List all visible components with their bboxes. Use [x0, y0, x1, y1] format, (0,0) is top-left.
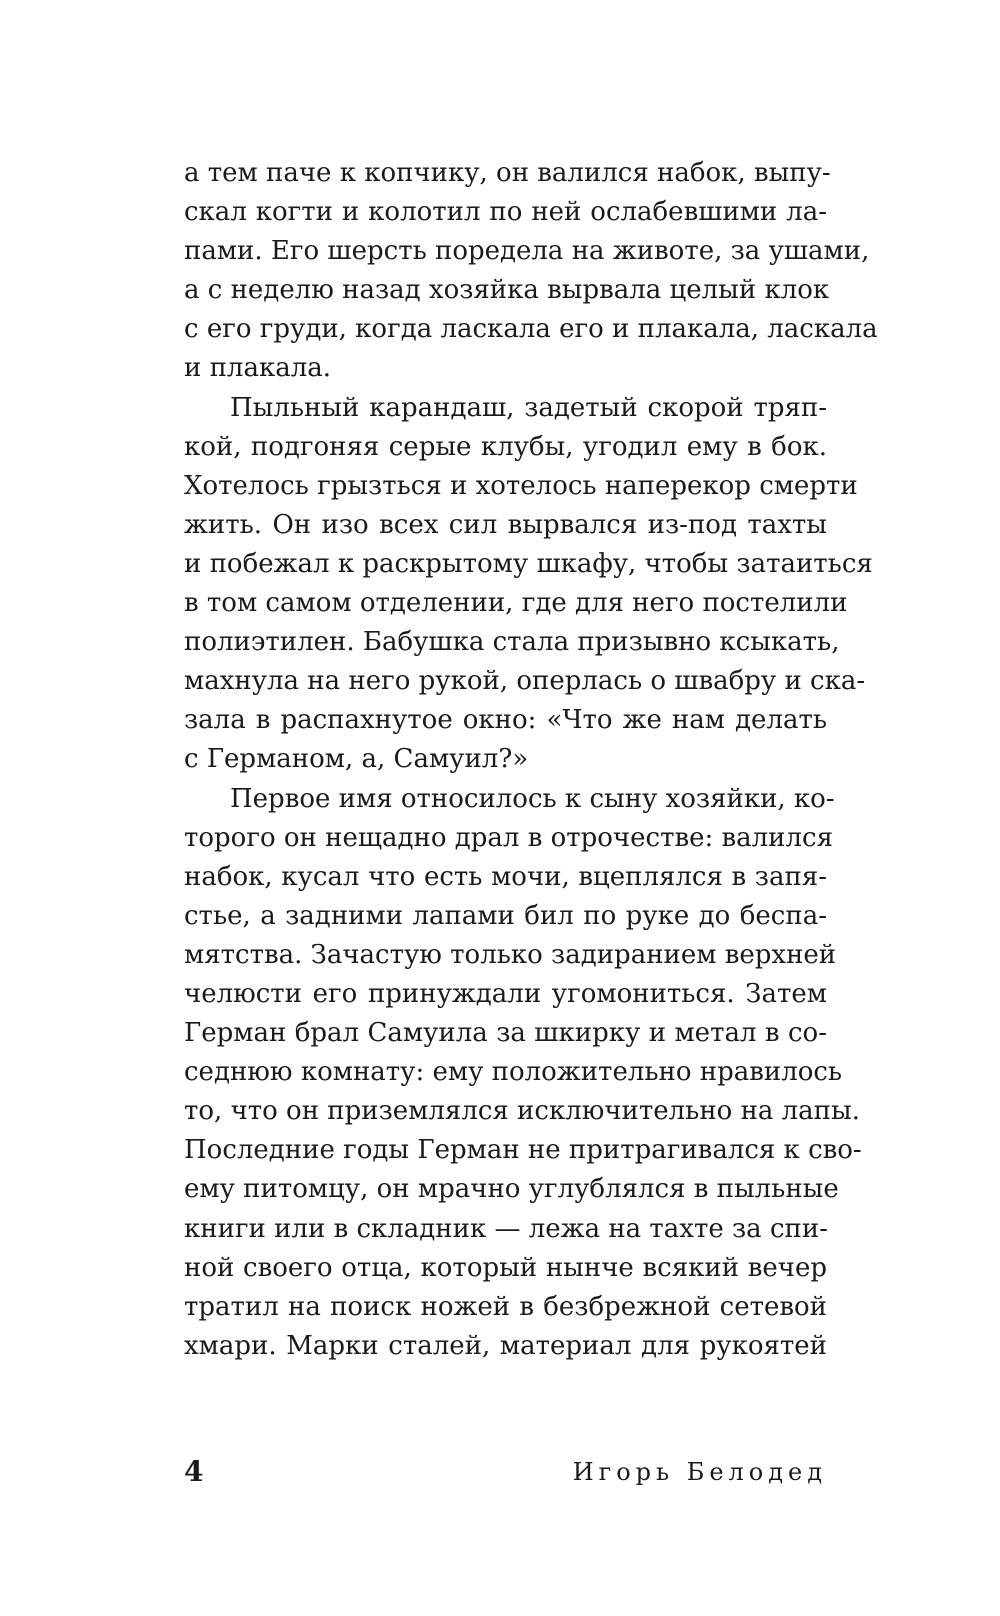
text-line: хмари. Марки сталей, материал для рукоятей	[184, 1330, 827, 1361]
text-line: ему питомцу, он мрачно углублялся в пыльные	[184, 1174, 839, 1205]
text-line: набок, кусал что есть мочи, вцеплялся в запя-	[184, 861, 827, 892]
text-line: челюсти его принуждали угомониться. Затем	[184, 978, 827, 1009]
text-line: Первое имя относилось к сыну хозяйки, ко-	[230, 783, 835, 814]
text-line: ной своего отца, который нынче всякий вечер	[184, 1252, 827, 1283]
text-line: то, что он приземлялся исключительно на лапы.	[184, 1096, 860, 1127]
text-line: пами. Его шерсть поредела на животе, за ушами,	[184, 236, 870, 267]
text-line: полиэтилен. Бабушка стала призывно ксыкать,	[184, 627, 840, 658]
text-line: кой, подгоняя серые клубы, угодил ему в бок.	[184, 431, 827, 462]
text-line: Пыльный карандаш, задетый скорой тряп-	[230, 392, 827, 423]
text-line: и побежал к раскрытому шкафу, чтобы затаиться	[184, 548, 873, 579]
text-line: скал когти и колотил по ней ослабевшими ла-	[184, 197, 827, 228]
text-line: жить. Он изо всех сил вырвался из-под тахты	[184, 509, 827, 540]
text-line: тратил на поиск ножей в безбрежной сетевой	[184, 1291, 827, 1322]
text-line: стье, а задними лапами бил по руке до беспа-	[184, 900, 827, 931]
body-text	[184, 154, 878, 1366]
page-number: 4	[184, 1455, 204, 1488]
page-footer	[184, 1452, 827, 1492]
text-line: махнула на него рукой, оперлась о швабру и ска-	[184, 666, 866, 697]
text-line: в том самом отделении, где для него постелили	[184, 588, 848, 619]
text-line: торого он нещадно драл в отрочестве: валился	[184, 822, 833, 853]
text-line: зала в распахнутое окно: «Что же нам делать	[184, 705, 827, 736]
text-line: с его груди, когда ласкала его и плакала, ласкала	[184, 314, 878, 345]
text-line: Хотелось грызться и хотелось наперекор смерти	[184, 470, 858, 501]
running-head-author: Игорь Белодед	[572, 1458, 827, 1486]
text-line: и плакала.	[184, 353, 331, 384]
text-line: с Германом, а, Самуил?»	[184, 744, 529, 775]
text-line: седнюю комнату: ему положительно нравилось	[184, 1057, 843, 1088]
text-line: а с неделю назад хозяйка вырвала целый клок	[184, 275, 830, 306]
text-line: Герман брал Самуила за шкирку и метал в со-	[184, 1018, 827, 1049]
text-line: книги или в складник — лежа на тахте за спи-	[184, 1213, 828, 1244]
text-line: Последние годы Герман не притрагивался к сво-	[184, 1135, 862, 1166]
text-line: а тем паче к копчику, он валился набок, выпу-	[184, 158, 831, 188]
text-line: мятства. Зачастую только задиранием верхней	[184, 939, 837, 970]
